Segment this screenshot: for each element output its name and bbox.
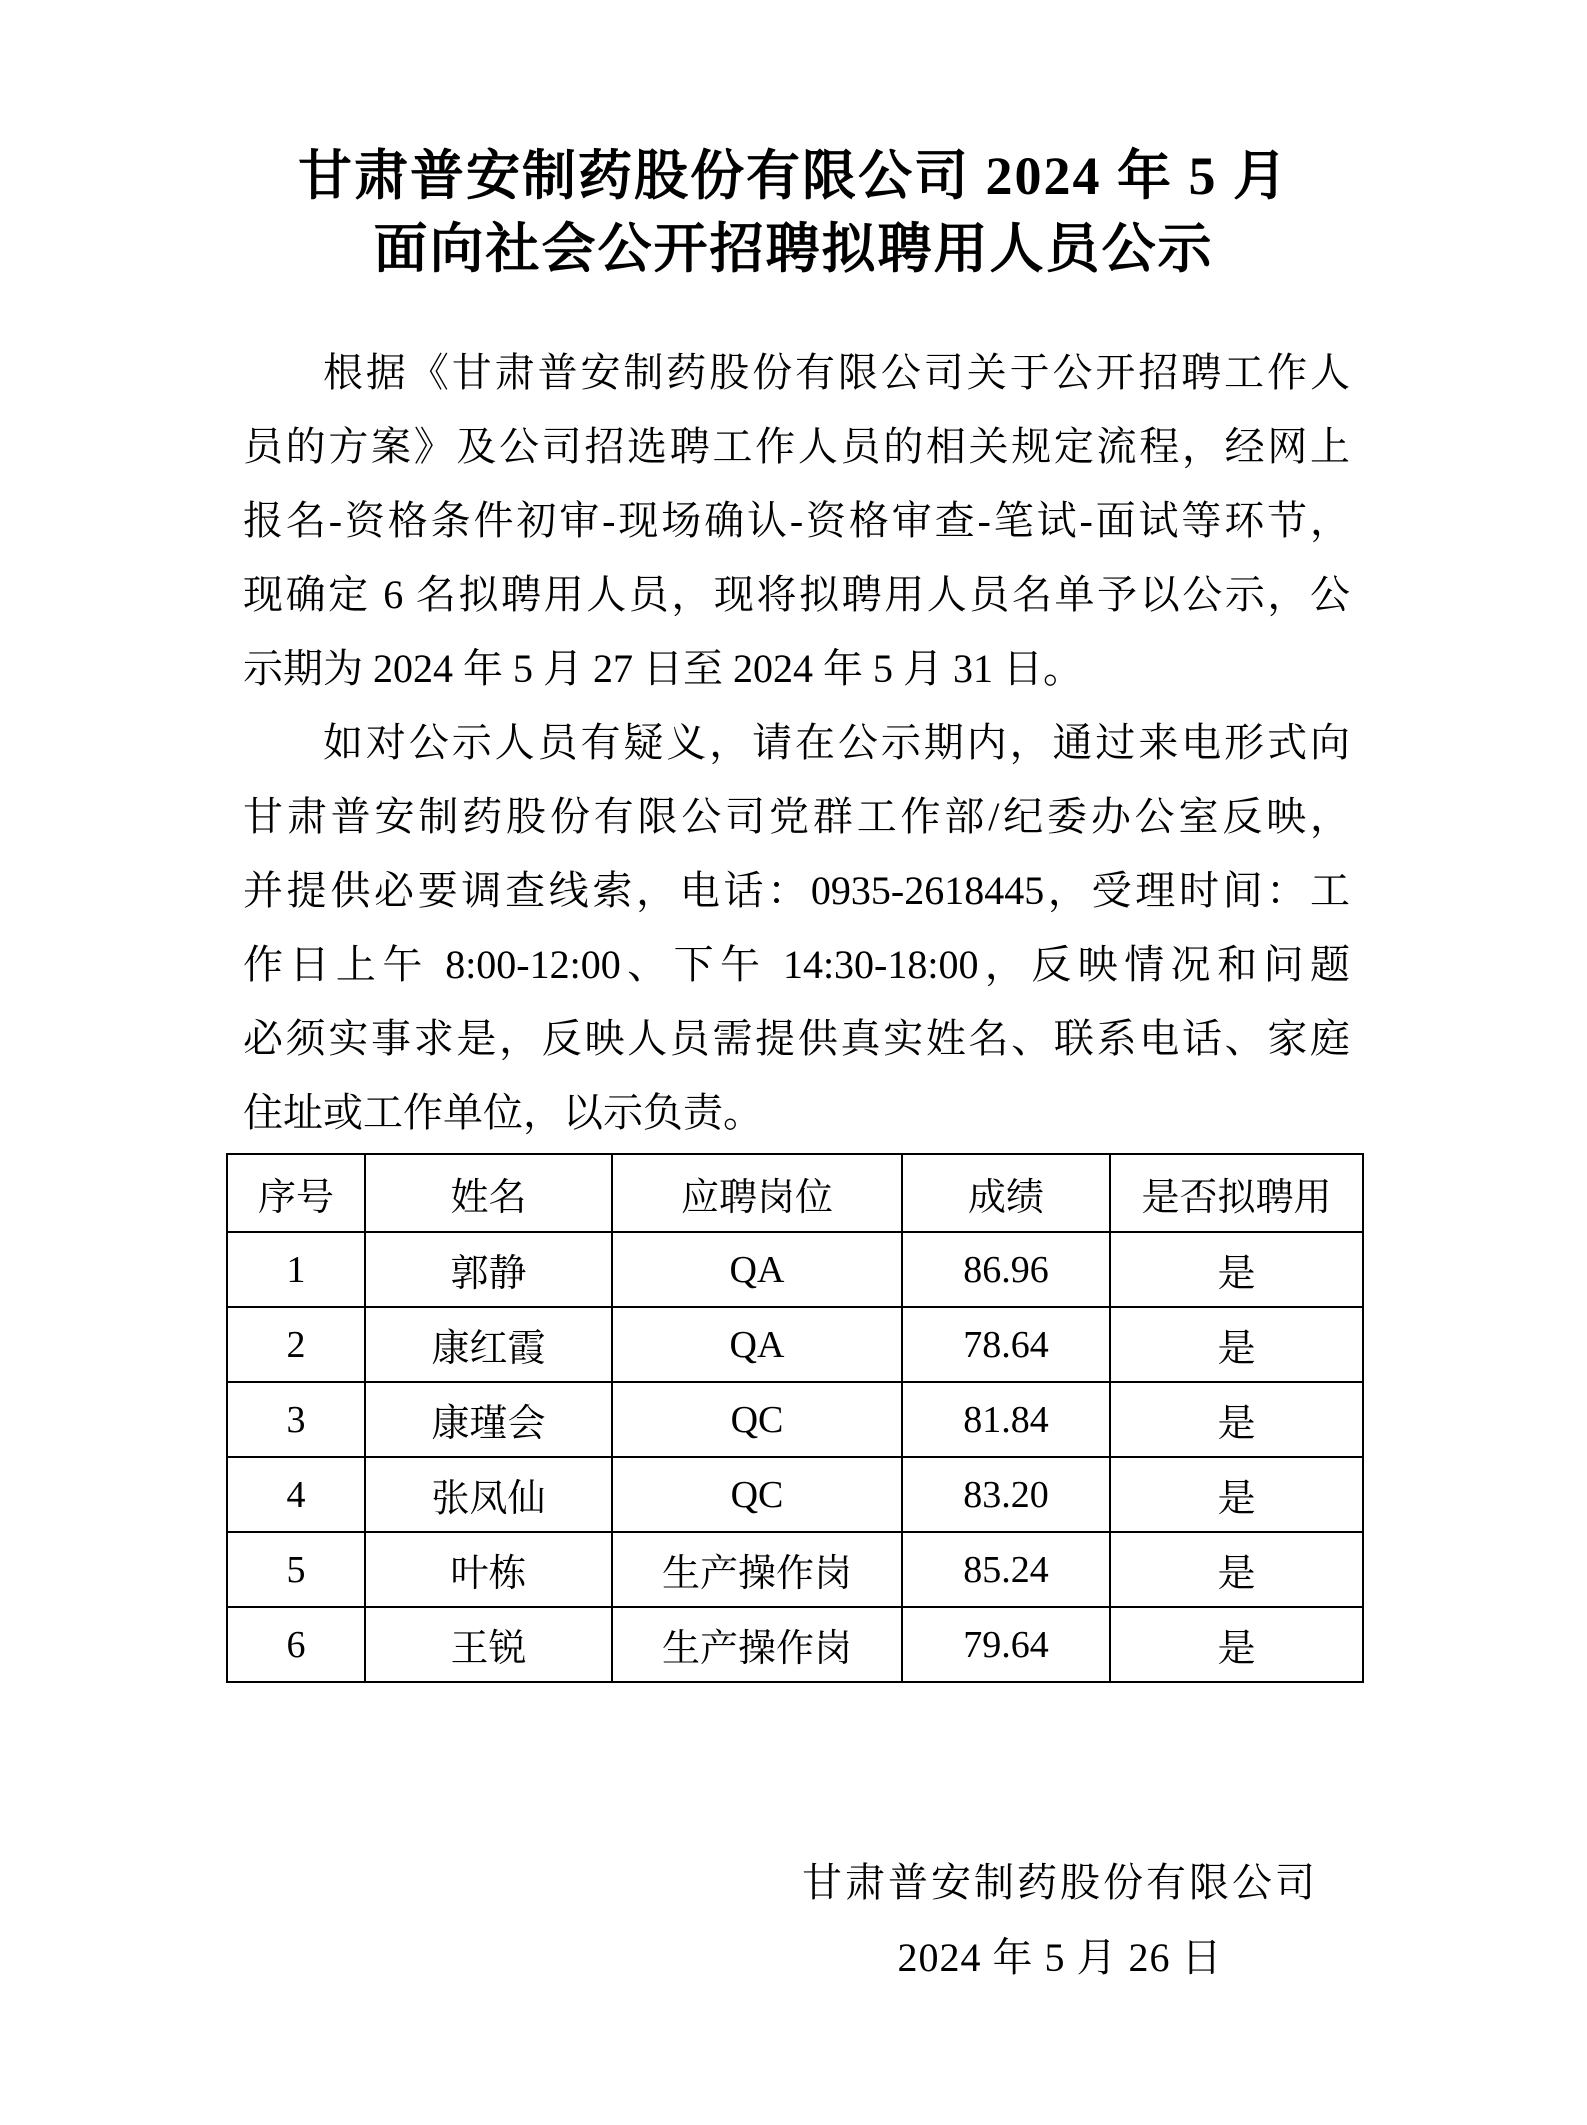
table-cell: 康瑾会 [365, 1382, 612, 1457]
table-cell: 81.84 [902, 1382, 1110, 1457]
table-cell: 4 [227, 1457, 365, 1532]
table-cell: 是 [1110, 1457, 1363, 1532]
table-header-cell: 序号 [227, 1154, 365, 1232]
table-cell: 康红霞 [365, 1307, 612, 1382]
paragraph-line: 报名-资格条件初审-现场确认-资格审查-笔试-面试等环节， [243, 498, 1350, 543]
table-row [227, 1457, 1363, 1532]
table-cell: 叶栋 [365, 1532, 612, 1607]
paragraph-line: 甘肃普安制药股份有限公司党群工作部/纪委办公室反映， [243, 794, 1350, 839]
table-cell: 生产操作岗 [612, 1607, 902, 1682]
table-cell: QC [612, 1382, 902, 1457]
table-row [227, 1232, 1363, 1307]
table-cell: QC [612, 1457, 902, 1532]
paragraph-1 [243, 336, 1350, 706]
table-cell: 5 [227, 1532, 365, 1607]
paragraph-line: 员的方案》及公司招选聘工作人员的相关规定流程，经网上 [243, 424, 1350, 469]
table-cell: 1 [227, 1232, 365, 1307]
paragraph-2 [243, 706, 1350, 1150]
paragraph-line: 根据《甘肃普安制药股份有限公司关于公开招聘工作人 [323, 350, 1350, 395]
table-row [227, 1607, 1363, 1682]
table-row [227, 1532, 1363, 1607]
body-paragraphs [243, 336, 1350, 1150]
table-header [227, 1154, 1363, 1232]
document-title [0, 140, 1587, 286]
table-cell: 78.64 [902, 1307, 1110, 1382]
paragraph-line: 如对公示人员有疑义，请在公示期内，通过来电形式向 [323, 720, 1350, 765]
table-row [227, 1307, 1363, 1382]
table-header-row [227, 1154, 1363, 1232]
table-cell: QA [612, 1232, 902, 1307]
table-cell: 是 [1110, 1232, 1363, 1307]
candidate-roster-table [226, 1153, 1364, 1683]
signature-company: 甘肃普安制药股份有限公司 [802, 1860, 1318, 1905]
paragraph-line: 现确定 6 名拟聘用人员，现将拟聘用人员名单予以公示，公 [243, 572, 1350, 617]
table-row [227, 1382, 1363, 1457]
table-header-cell: 姓名 [365, 1154, 612, 1232]
table-body [227, 1232, 1363, 1682]
paragraph-line: 作日上午 8:00-12:00、下午 14:30-18:00，反映情况和问题 [243, 942, 1350, 987]
table-cell: 85.24 [902, 1532, 1110, 1607]
table-cell: 张凤仙 [365, 1457, 612, 1532]
table-cell: 是 [1110, 1607, 1363, 1682]
table-cell: 王锐 [365, 1607, 612, 1682]
table-header-cell: 应聘岗位 [612, 1154, 902, 1232]
table-cell: 79.64 [902, 1607, 1110, 1682]
paragraph-line: 示期为 2024 年 5 月 27 日至 2024 年 5 月 31 日。 [243, 646, 1083, 691]
table-cell: 是 [1110, 1382, 1363, 1457]
table-cell: 3 [227, 1382, 365, 1457]
table-cell: 生产操作岗 [612, 1532, 902, 1607]
table-cell: 郭静 [365, 1232, 612, 1307]
table-cell: 83.20 [902, 1457, 1110, 1532]
table-cell: 是 [1110, 1532, 1363, 1607]
table-cell: QA [612, 1307, 902, 1382]
table-cell: 86.96 [902, 1232, 1110, 1307]
paragraph-line: 必须实事求是，反映人员需提供真实姓名、联系电话、家庭 [243, 1016, 1350, 1061]
paragraph-line: 并提供必要调查线索，电话：0935-2618445，受理时间：工 [243, 868, 1350, 913]
document-title-line-1: 甘肃普安制药股份有限公司 2024 年 5 月 [298, 146, 1289, 206]
table-cell: 是 [1110, 1307, 1363, 1382]
table-header-cell: 成绩 [902, 1154, 1110, 1232]
table-cell: 6 [227, 1607, 365, 1682]
signature-block [780, 1845, 1340, 1995]
signature-date: 2024 年 5 月 26 日 [897, 1935, 1223, 1980]
table-header-cell: 是否拟聘用 [1110, 1154, 1363, 1232]
paragraph-line: 住址或工作单位，以示负责。 [243, 1090, 763, 1135]
table-cell: 2 [227, 1307, 365, 1382]
document-title-line-2: 面向社会公开招聘拟聘用人员公示 [373, 219, 1214, 279]
